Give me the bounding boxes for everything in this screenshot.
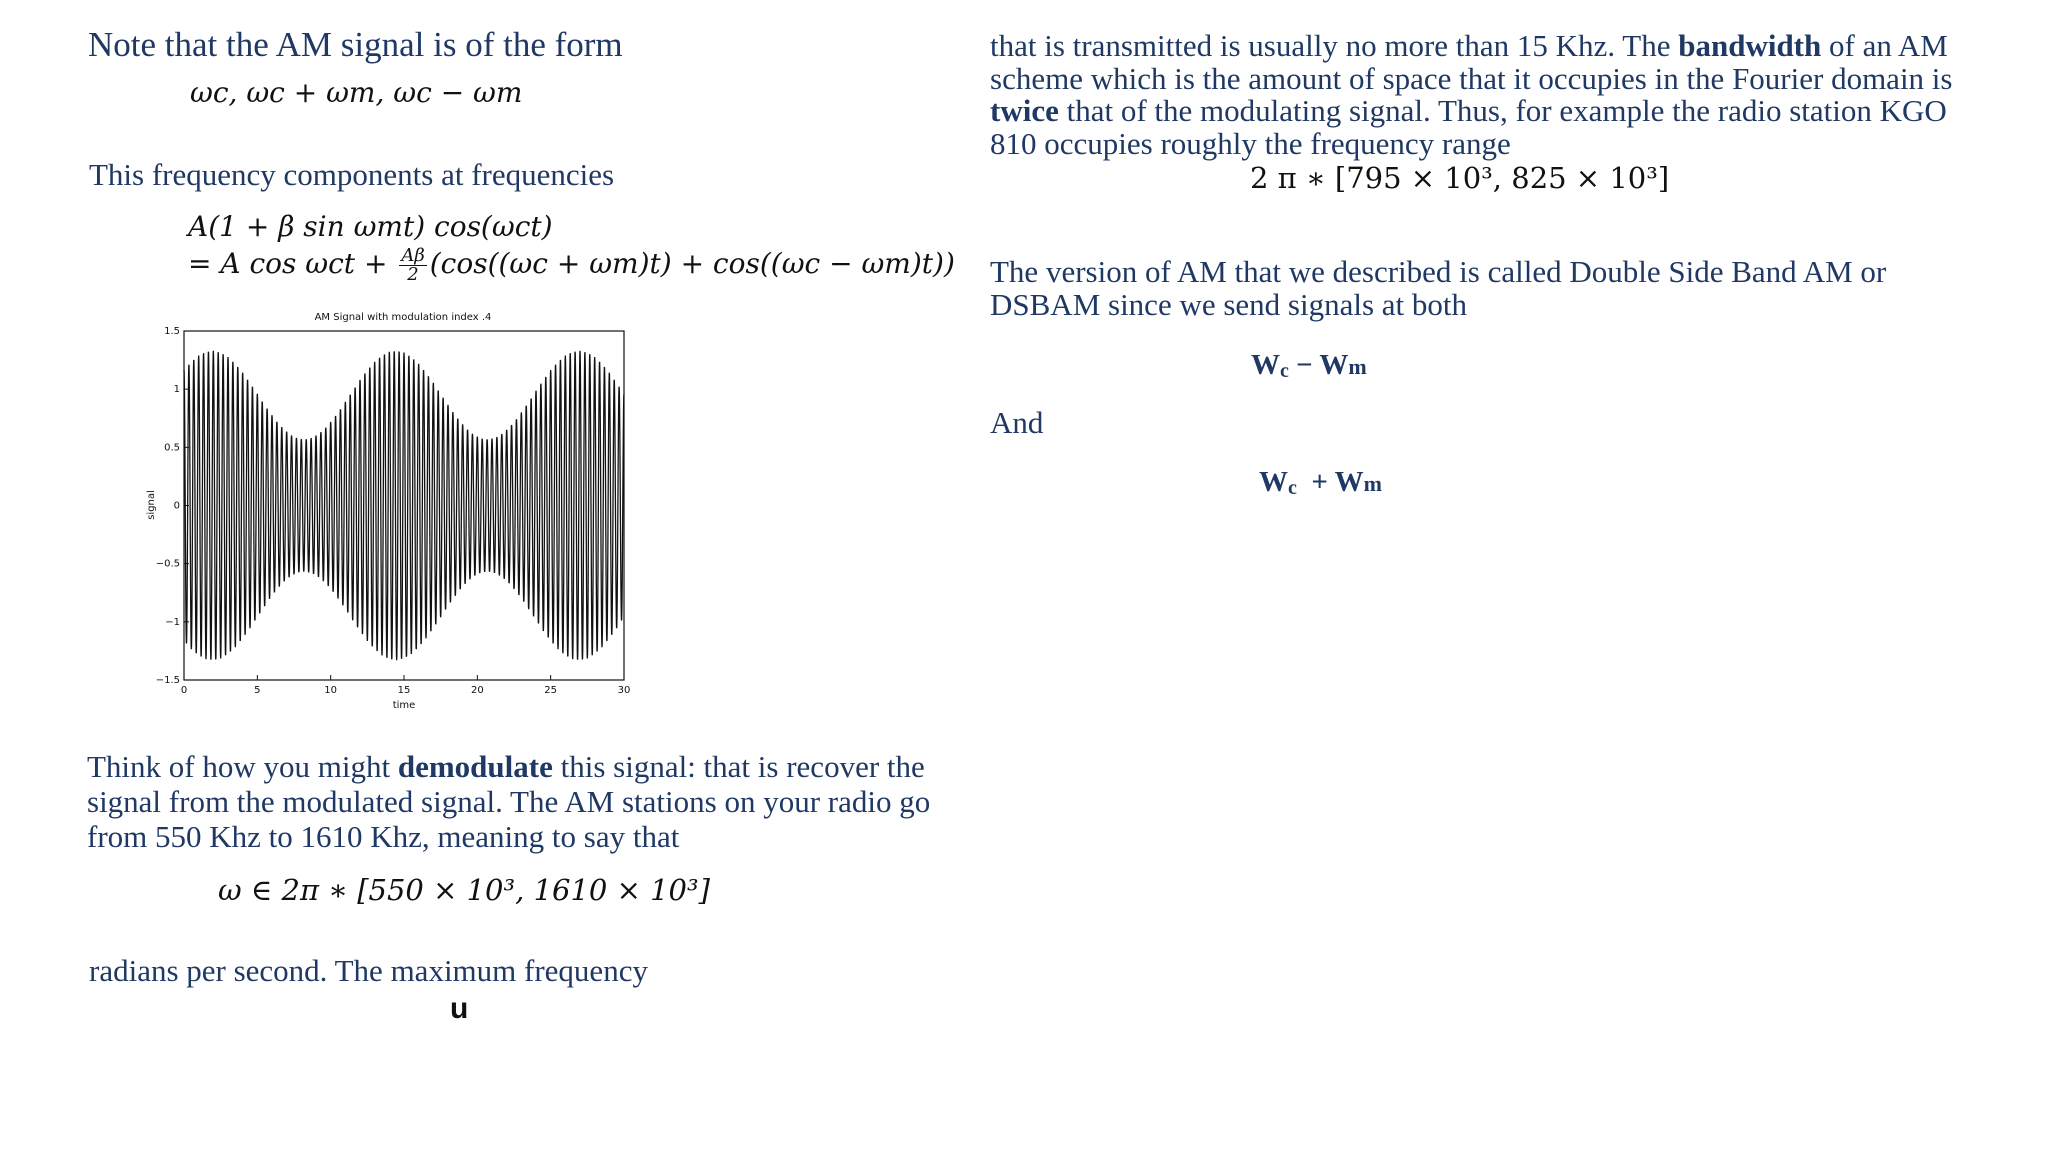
fraction: $\frac{A\beta}{2}$ — [401, 245, 425, 285]
demodulate-paragraph: Think of how you might demodulate this signal: that is recover the signal from the modulated signal. The AM stations on your radio go from 550 Khz to 1610 Khz, meaning to say that — [87, 749, 931, 854]
x-axis-ticks — [181, 675, 631, 696]
frequency-components-text: This frequency components at frequencies — [89, 157, 615, 192]
y-tick-label: −1 — [165, 616, 180, 628]
y-tick-label: 1.5 — [164, 326, 180, 337]
x-tick-label: 30 — [617, 685, 631, 696]
y-tick-label: 0.5 — [164, 442, 180, 454]
y-tick-label: 0 — [173, 500, 180, 512]
stray-character: u — [450, 992, 469, 1025]
x-tick-label: 5 — [254, 685, 261, 696]
bandwidth-bold: bandwidth — [1678, 28, 1822, 63]
x-tick-label: 20 — [470, 685, 484, 696]
x-tick-label: 15 — [397, 685, 411, 696]
x-axis-label: time — [392, 700, 416, 711]
and-text: And — [990, 405, 1044, 440]
y-tick-label: −0.5 — [155, 558, 180, 570]
upper-sideband-label: $W_c + Wm$ — [1259, 466, 1382, 499]
y-tick-label: −1.5 — [155, 675, 180, 686]
demodulate-bold: demodulate — [397, 749, 553, 784]
am-signal-chart — [138, 308, 658, 718]
dsbam-paragraph: The version of AM that we described is called Double Side Band AM or DSBAM since we send signals at both — [990, 254, 1887, 322]
x-tick-label: 10 — [324, 685, 338, 696]
signal-line — [184, 351, 624, 660]
equation-kgo-range: 2 π ∗ [795 × 10³, 825 × 10³] — [1250, 161, 1670, 195]
x-tick-label: 25 — [544, 685, 558, 696]
x-tick-label: 0 — [180, 685, 188, 696]
radians-text: radians per second. The maximum frequency — [89, 953, 648, 988]
equation-am-line1: A(1 + β sin ωmt) cos(ωct) — [188, 210, 553, 243]
lower-sideband-label: $W_c - Wm$ — [1251, 349, 1367, 382]
equation-frequencies: ωc, ωc + ωm, ωc − ωm — [190, 76, 523, 109]
twice-bold: twice — [990, 93, 1059, 128]
heading: Note that the AM signal is of the form — [88, 25, 623, 64]
equation-am-line2: = A cos ωct + $\frac{A\beta}{2}$ (cos((ωc + ωm)t) + cos((ωc − ωm)t)) — [188, 245, 955, 285]
y-tick-label: 1 — [173, 384, 180, 396]
equation-am-band: ω ∈ 2π ∗ [550 × 10³, 1610 × 10³] — [218, 873, 710, 907]
bandwidth-paragraph: that is transmitted is usually no more than 15 Khz. The bandwidth of an AM scheme which is the amount of space that it occupies in the Fourier domain is twice that of the modulating signal. Thus, for example the radio station KGO 810 occupies roughly the frequency range — [990, 28, 1953, 161]
y-axis-label: signal — [146, 490, 157, 520]
chart-title: AM Signal with modulation index .4 — [314, 312, 492, 323]
